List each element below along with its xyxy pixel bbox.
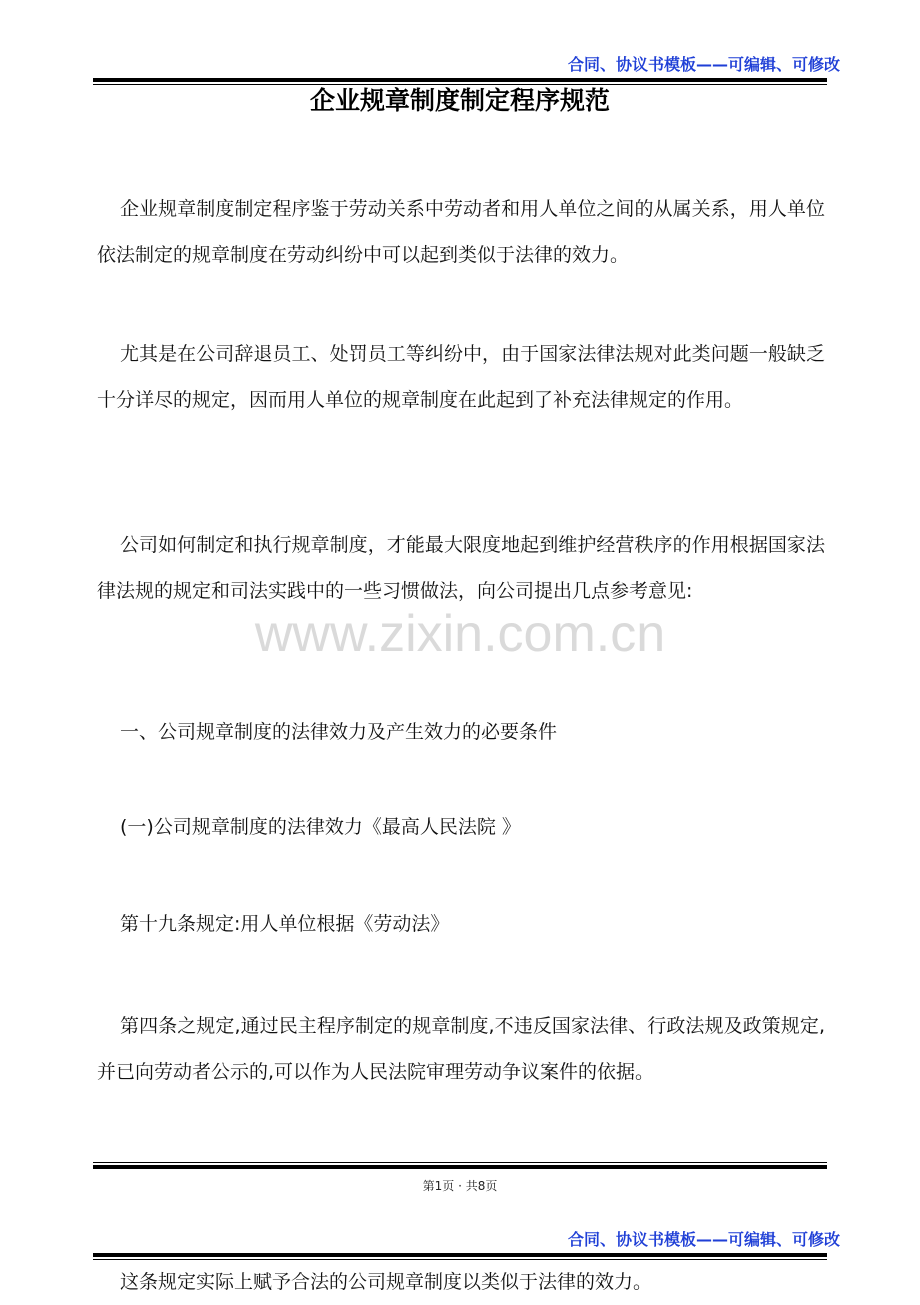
- paragraph-article-19: 第十九条规定:用人单位根据《劳动法》: [120, 913, 450, 935]
- footer-rule-thick: [93, 1165, 827, 1169]
- paragraph-article-4: 第四条之规定,通过民主程序制定的规章制度,不违反国家法律、行政法规及政策规定,并已向劳动者公示的,可以作为人民法院审理劳动争议案件的依据。: [97, 1015, 825, 1083]
- paragraph-1: 企业规章制度制定程序鉴于劳动关系中劳动者和用人单位之间的从属关系，用人单位依法制定的规章制度在劳动纠纷中可以起到类似于法律的效力。: [97, 198, 825, 266]
- document-title: 企业规章制度制定程序规范: [309, 86, 610, 115]
- header-rule-thick: [93, 78, 827, 82]
- page2-header-template-tag: 合同、协议书模板——可编辑、可修改: [567, 1230, 840, 1249]
- section-heading-1: 一、公司规章制度的法律效力及产生效力的必要条件: [120, 721, 558, 743]
- page-indicator: 第1页 · 共8页: [422, 1179, 498, 1193]
- paragraph-3: 公司如何制定和执行规章制度，才能最大限度地起到维护经营秩序的作用根据国家法律法规的规定和司法实践中的一些习惯做法，向公司提出几点参考意见:: [97, 534, 825, 602]
- page2-header-rule-thick: [93, 1253, 827, 1257]
- page2-paragraph-1: 这条规定实际上赋予合法的公司规章制度以类似于法律的效力。: [120, 1271, 653, 1293]
- paragraph-2: 尤其是在公司辞退员工、处罚员工等纠纷中，由于国家法律法规对此类问题一般缺乏十分详尽的规定，因而用人单位的规章制度在此起到了补充法律规定的作用。: [97, 343, 825, 411]
- header-template-tag: 合同、协议书模板——可编辑、可修改: [567, 55, 840, 74]
- subsection-heading-1: (一)公司规章制度的法律效力《最高人民法院 》: [120, 816, 521, 838]
- footer-rule-thin: [93, 1162, 827, 1163]
- watermark: www.zixin.com.cn: [254, 605, 666, 663]
